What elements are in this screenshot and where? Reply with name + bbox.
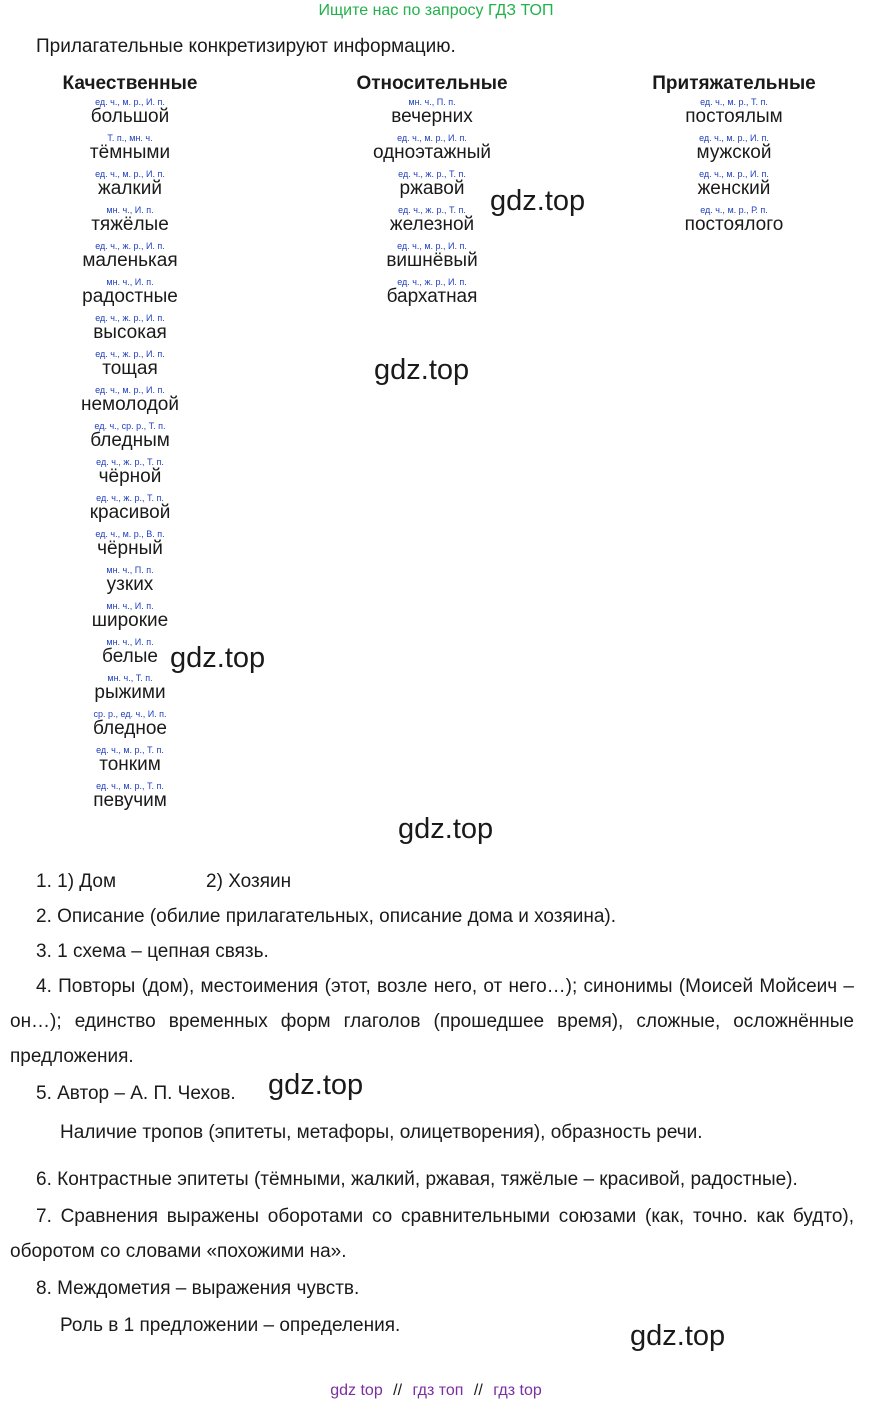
grammar-tag: ед. ч., м. р., Т. п. [96, 745, 164, 755]
adjective-item [30, 420, 230, 456]
adjective-word: бархатная [386, 286, 478, 307]
adjective-item [30, 456, 230, 492]
footer-link-gdz-top[interactable]: gdz top [330, 1382, 383, 1399]
column-heading: Относительные [356, 73, 508, 94]
grammar-tag: ед. ч., м. р., И. п. [95, 97, 165, 107]
adjective-word: радостные [82, 286, 178, 307]
adjective-word: маленькая [82, 250, 178, 271]
footer-link-gdz-top-ru[interactable]: гдз топ [412, 1382, 464, 1399]
grammar-tag: ед. ч., м. р., И. п. [699, 133, 769, 143]
adjective-word: вишнёвый [386, 250, 478, 271]
adjective-item [30, 240, 230, 276]
grammar-tag: мн. ч., И. п. [106, 637, 154, 647]
watermark: gdz.top [398, 813, 494, 845]
adjective-word: бледным [90, 430, 170, 451]
adjective-item [30, 564, 230, 600]
grammar-tag: ед. ч., ж. р., И. п. [95, 349, 165, 359]
column-qualitative [30, 72, 230, 816]
adjective-item [634, 168, 834, 204]
grammar-tag: ед. ч., ж. р., Т. п. [398, 205, 466, 215]
adjective-item [30, 168, 230, 204]
adjective-word: постоялого [684, 214, 784, 235]
grammar-tag: мн. ч., И. п. [106, 277, 154, 287]
adjective-item [634, 96, 834, 132]
adjective-word: тонким [99, 754, 161, 775]
grammar-tag: Т. п., мн. ч. [107, 133, 153, 143]
grammar-tag: ср. р., ед. ч., И. п. [93, 709, 167, 719]
adjective-word: певучим [93, 790, 167, 811]
adjective-word: ржавой [399, 178, 465, 199]
watermark: gdz.top [490, 185, 586, 217]
adjective-word: большой [90, 106, 170, 127]
column-possessive [634, 72, 834, 240]
answer-1-part1: 1. 1) Дом [36, 871, 117, 892]
adjective-word: тяжёлые [91, 214, 169, 235]
word-list [634, 96, 834, 240]
watermark: gdz.top [630, 1320, 726, 1352]
adjective-item [30, 528, 230, 564]
column-heading: Притяжательные [652, 73, 816, 94]
adjective-word: чёрной [98, 466, 162, 487]
grammar-tag: ед. ч., м. р., Т. п. [96, 781, 164, 791]
footer-separator: // [393, 1382, 403, 1399]
grammar-tag: ед. ч., м. р., Т. п. [700, 97, 768, 107]
adjective-item [30, 132, 230, 168]
adjective-word: рыжими [94, 682, 166, 703]
grammar-tag: ед. ч., ж. р., И. п. [397, 277, 467, 287]
grammar-tag: ед. ч., ж. р., Т. п. [96, 457, 164, 467]
adjective-word: чёрный [97, 538, 163, 559]
grammar-tag: мн. ч., И. п. [106, 601, 154, 611]
adjective-item [30, 492, 230, 528]
grammar-tag: ед. ч., м. р., И. п. [397, 241, 467, 251]
adjective-word: тёмными [89, 142, 171, 163]
answer-8-detail: Роль в 1 предложении – определения. [60, 1315, 401, 1336]
adjective-item [332, 276, 532, 312]
answer-8: 8. Междометия – выражения чувств. [36, 1278, 360, 1299]
answer-2: 2. Описание (обилие прилагательных, описание дома и хозяина). [36, 906, 617, 927]
adjective-item [634, 132, 834, 168]
grammar-tag: мн. ч., И. п. [106, 205, 154, 215]
adjective-item [30, 312, 230, 348]
adjective-word: женский [697, 178, 771, 199]
grammar-tag: ед. ч., ж. р., И. п. [95, 313, 165, 323]
adjective-word: мужской [696, 142, 772, 163]
adjective-item [634, 204, 834, 240]
grammar-tag: ед. ч., ж. р., Т. п. [398, 169, 466, 179]
answer-1-part2: 2) Хозяин [206, 871, 292, 892]
adjective-word: узких [106, 574, 154, 595]
answer-5: 5. Автор – А. П. Чехов. [36, 1083, 236, 1104]
grammar-tag: мн. ч., П. п. [408, 97, 456, 107]
adjective-word: тощая [102, 358, 158, 379]
watermark: gdz.top [374, 354, 470, 386]
adjective-item [30, 600, 230, 636]
adjective-word: белые [102, 646, 158, 667]
grammar-tag: ед. ч., м. р., Р. п. [700, 205, 768, 215]
answer-3: 3. 1 схема – цепная связь. [36, 941, 269, 962]
adjective-word: немолодой [81, 394, 179, 415]
footer-links [0, 1382, 872, 1400]
adjective-item [30, 744, 230, 780]
grammar-tag: ед. ч., ж. р., И. п. [95, 241, 165, 251]
adjective-item [30, 348, 230, 384]
adjective-word: бледное [93, 718, 167, 739]
answers-section [10, 864, 854, 1343]
answer-7: 7. Сравнения выражены оборотами со сравнительными союзами (как, точно. как будто), оборотом со словами «похожими на». [10, 1206, 854, 1262]
footer-separator: // [473, 1382, 483, 1399]
grammar-tag: ед. ч., ср. р., Т. п. [94, 421, 166, 431]
adjective-item [30, 708, 230, 744]
adjective-word: одноэтажный [372, 142, 492, 163]
answer-4: 4. Повторы (дом), местоимения (этот, возле него, от него…); синонимы (Моисей Мойсеич – он…); единство временных форм глаголов (прошедшее время), сложные, осложнённые предложения. [10, 976, 854, 1067]
adjective-word: высокая [93, 322, 167, 343]
adjective-item [30, 96, 230, 132]
adjective-item [30, 780, 230, 816]
grammar-tag: ед. ч., м. р., В. п. [95, 529, 165, 539]
adjective-item [30, 672, 230, 708]
adjective-word: жалкий [98, 178, 162, 199]
adjective-item [332, 96, 532, 132]
grammar-tag: мн. ч., Т. п. [107, 673, 153, 683]
answer-5-detail: Наличие тропов (эпитеты, метафоры, олицетворения), образность речи. [60, 1122, 703, 1143]
search-hint-link[interactable]: Ищите нас по запросу ГДЗ ТОП [318, 2, 554, 19]
column-heading: Качественные [62, 73, 198, 94]
adjective-word: железной [389, 214, 475, 235]
word-list [30, 96, 230, 816]
adjective-word: постоялым [685, 106, 783, 127]
adjective-item [30, 276, 230, 312]
watermark: gdz.top [268, 1069, 364, 1101]
answer-1 [10, 864, 854, 899]
grammar-tag: мн. ч., П. п. [106, 565, 154, 575]
adjective-item [332, 240, 532, 276]
adjective-word: вечерних [391, 106, 473, 127]
grammar-tag: ед. ч., м. р., И. п. [397, 133, 467, 143]
answer-6: 6. Контрастные эпитеты (тёмными, жалкий, ржавая, тяжёлые – красивой, радостные). [36, 1169, 798, 1190]
adjective-word: красивой [89, 502, 171, 523]
adjective-item [30, 384, 230, 420]
grammar-tag: ед. ч., ж. р., Т. п. [96, 493, 164, 503]
adjective-item [30, 204, 230, 240]
grammar-tag: ед. ч., м. р., И. п. [95, 385, 165, 395]
watermark: gdz.top [170, 642, 266, 674]
grammar-tag: ед. ч., м. р., И. п. [699, 169, 769, 179]
grammar-tag: ед. ч., м. р., И. п. [95, 169, 165, 179]
footer-link-gdz-top-mixed[interactable]: гдз top [493, 1382, 542, 1399]
adjective-item [332, 132, 532, 168]
adjective-word: широкие [91, 610, 169, 631]
intro-text: Прилагательные конкретизируют информацию. [36, 36, 456, 57]
